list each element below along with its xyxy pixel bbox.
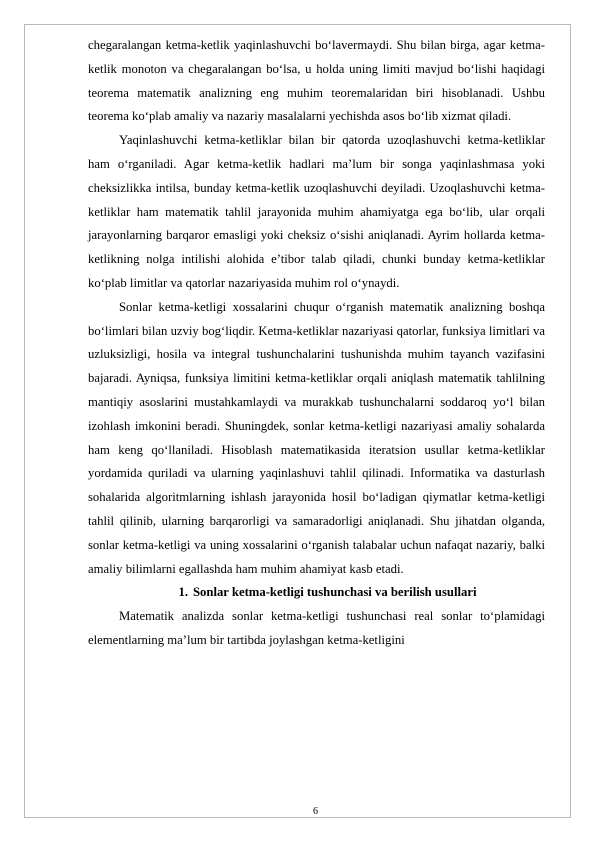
page-number: 6 — [313, 806, 318, 817]
paragraph-divergent-sequences: Yaqinlashuvchi ketma-ketliklar bilan bir qatorda uzoqlashuvchi ketma-ketliklar ham o‘rganiladi. Agar ketma-ketlik hadlari ma’lum bir songa yaqinlashmasa yoki cheksizlikka intilsa, bunday ketma-ketlik uzoqlashuvchi deyiladi. Uzoqlashuvchi ketma-ketliklar ham matematik tahlil jarayonida muhim ahamiyatga ega bo‘lib, ular orqali jarayonlarning barqaror emasligi yoki cheksiz o‘sishi aniqlanadi. Ayrim hollarda ketma-ketlikning nolga intilishi alohida e’tibor talab qiladi, chunki bunday ketma-ketliklar ko‘plab limitlar va qatorlar nazariyasida muhim rol o‘ynaydi. — [88, 133, 545, 290]
section-title: Sonlar ketma-ketligi tushunchasi va berilish usullari — [192, 585, 477, 600]
section-number: 1. — [178, 585, 188, 600]
page-body — [88, 34, 545, 653]
paragraph-sequence-properties: Sonlar ketma-ketligi xossalarini chuqur o‘rganish matematik analizning boshqa bo‘limlari bilan uzviy bog‘liqdir. Ketma-ketliklar nazariyasi qatorlar, funksiya limitlari va uzluksizligi, hosila va integral tushunchalarini tushunishda muhim tayanch vazifasini bajaradi. Ayniqsa, funksiya limitini ketma-ketliklar orqali aniqlash matematik tahlilning mantiqiy asoslarini mustahkamlaydi va murakkab tushunchalarni soddaroq yo‘l bilan izohlash imkonini beradi. Shuningdek, sonlar ketma-ketligi nazariyasi amaliy sohalarda ham keng qo‘llaniladi. Hisoblash matematikasida iteratsion usullar ketma-ketliklar yordamida quriladi va ularning yaqinlashuvi tahlil qilinadi. Informatika va dasturlash sohalarida algoritmlarning ishlash jarayonida hosil bo‘ladigan qiymatlar ketma-ketligi tahlil qilinib, ularning barqarorligi va samaradorligi aniqlanadi. Shu jihatdan olganda, sonlar ketma-ketligi va uning xossalarini o‘rganish talabalar uchun nafaqat nazariy, balki amaliy bilimlarni egallashda ham muhim ahamiyat kasb etadi. — [88, 299, 545, 576]
paragraph-definition-intro: Matematik analizda sonlar ketma-ketligi tushunchasi real sonlar to‘plamidagi elementlarning ma’lum bir tartibda joylashgan ketma-ketligini — [88, 609, 545, 647]
paragraph-continued: chegaralangan ketma-ketlik yaqinlashuvchi bo‘lavermaydi. Shu bilan birga, agar ketma-ketlik monoton va chegaralangan bo‘lsa, u holda uning limiti mavjud bo‘lishi haqidagi teorema matematik analizning eng muhim teoremalaridan biri hisoblanadi. Ushbu teorema ko‘plab amaliy va nazariy masalalarni yechishda asos bo‘lib xizmat qiladi. — [88, 38, 545, 124]
section-heading — [88, 581, 545, 605]
